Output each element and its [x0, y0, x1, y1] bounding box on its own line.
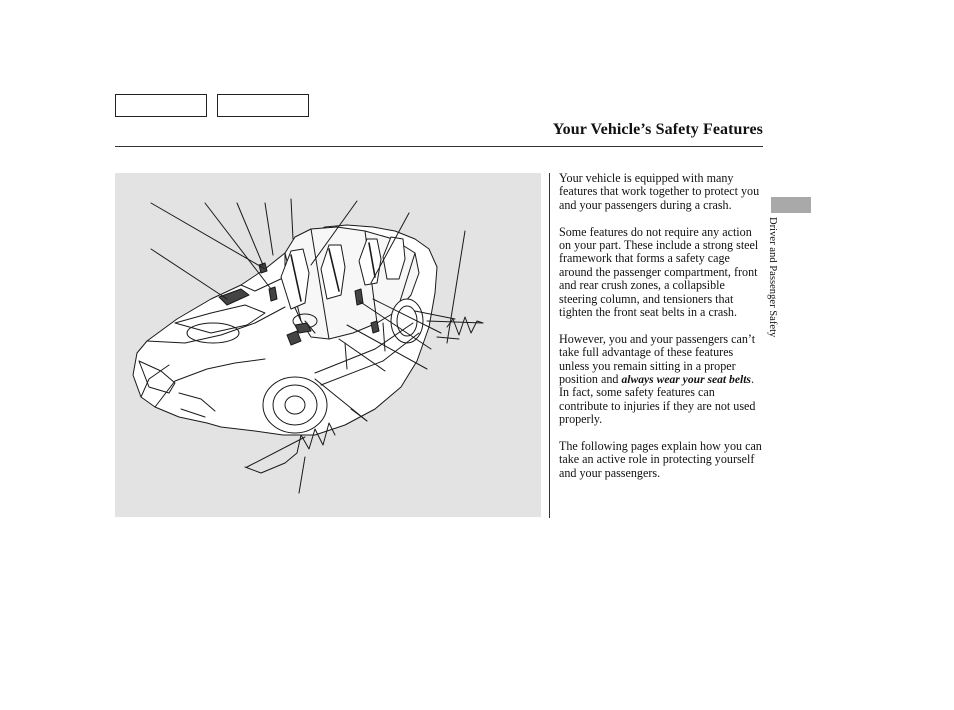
main-menu-button[interactable] [115, 94, 207, 117]
paragraph-intro: Your vehicle is equipped with many features that work together to protect you and your passengers during a crash. [559, 171, 760, 212]
section-tab[interactable] [771, 197, 811, 213]
section-label: Driver and Passenger Safety [767, 217, 778, 338]
paragraph-passive-features: Some features do not require any action on your part. These include a strong steel framework that forms a safety cage around the passenger compartment, front and rear crush zones, a collapsible steering column, and tensioners that tighten the front seat belts in a crash. [559, 224, 759, 320]
car-safety-illustration [115, 173, 541, 517]
paragraph-text: However, you and your passengers can’t take full advantage of these features unless you remain sitting in a proper position and [559, 331, 756, 387]
column-divider [549, 173, 550, 518]
paragraph-proper-position [559, 333, 764, 427]
index-button[interactable] [217, 94, 309, 117]
emphasis-seat-belts: always wear your seat belts [621, 373, 751, 387]
paragraph-following-pages: The following pages explain how you can take an active role in protecting yourself and your passengers. [559, 439, 762, 480]
page-title: Your Vehicle’s Safety Features [552, 121, 763, 138]
body-text [559, 172, 764, 494]
paragraph-text: . In fact, some safety features can contribute to injuries if they are not used properly. [559, 372, 756, 427]
title-rule [115, 146, 763, 147]
car-safety-features-cutaway-icon [115, 173, 541, 517]
